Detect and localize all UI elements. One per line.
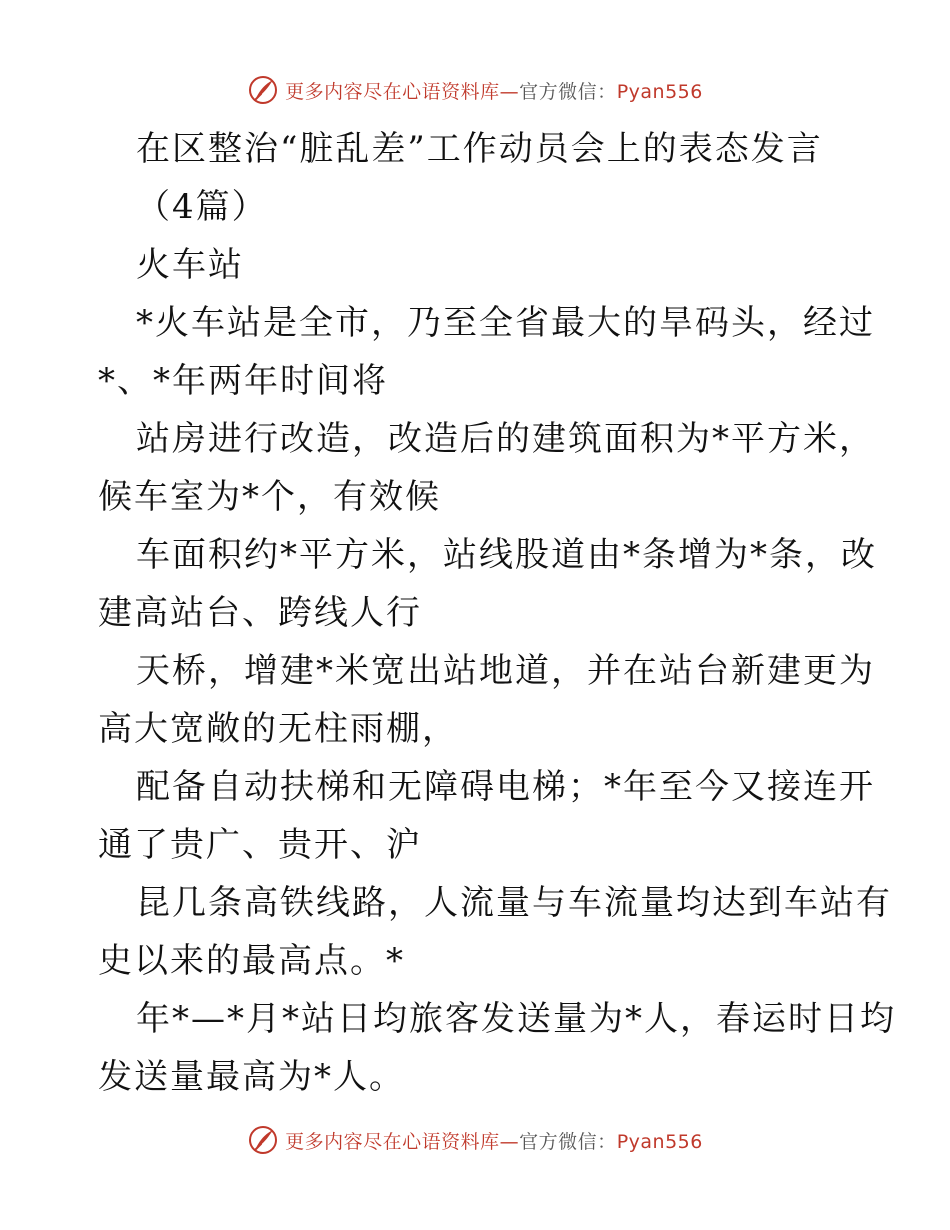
watermark-text: [285, 1127, 703, 1154]
paragraph-line: 建高站台、跨线人行: [98, 593, 422, 633]
paragraph-line: *、*年两年时间将: [98, 361, 388, 401]
paragraph-line: 年*—*月*站日均旅客发送量为*人，春运时日均: [136, 999, 896, 1039]
document-title-line-2: （4篇）: [136, 187, 268, 227]
document-title-line-1: 在区整治“脏乱差”工作动员会上的表态发言: [136, 129, 823, 169]
paragraph-line: *火车站是全市，乃至全省最大的旱码头，经过: [136, 303, 875, 343]
paragraph-line: 发送量最高为*人。: [98, 1057, 405, 1097]
document-body: [98, 120, 896, 1106]
watermark-main-text: 更多内容尽在心语资料库: [285, 80, 500, 103]
paragraph-line: 史以来的最高点。*: [98, 941, 405, 981]
watermark-wechat-id: Pyan556: [616, 1130, 703, 1153]
feather-quill-icon: [247, 1124, 279, 1156]
watermark-wechat-label: 官方微信：: [519, 80, 617, 103]
paragraph-line: 车面积约*平方米，站线股道由*条增为*条，改: [136, 535, 877, 575]
paragraph-line: 站房进行改造，改造后的建筑面积为*平方米，: [136, 419, 875, 459]
watermark-wechat-id: Pyan556: [616, 80, 703, 103]
watermark-text: [285, 77, 703, 104]
paragraph-line: 配备自动扶梯和无障碍电梯；*年至今又接连开: [136, 767, 875, 807]
watermark-separator: —: [499, 1130, 520, 1153]
watermark-footer: [0, 1120, 950, 1160]
section-heading: 火车站: [136, 245, 244, 285]
watermark-main-text: 更多内容尽在心语资料库: [285, 1130, 500, 1153]
watermark-separator: —: [499, 80, 520, 103]
paragraph-line: 候车室为*个，有效候: [98, 477, 441, 517]
paragraph-line: 通了贵广、贵开、沪: [98, 825, 422, 865]
feather-quill-icon: [247, 74, 279, 106]
watermark-header: [0, 70, 950, 110]
paragraph-line: 天桥，增建*米宽出站地道，并在站台新建更为: [136, 651, 875, 691]
watermark-wechat-label: 官方微信：: [519, 1130, 617, 1153]
paragraph-line: 高大宽敞的无柱雨棚，: [98, 709, 458, 749]
paragraph-line: 昆几条高铁线路，人流量与车流量均达到车站有: [136, 883, 892, 923]
